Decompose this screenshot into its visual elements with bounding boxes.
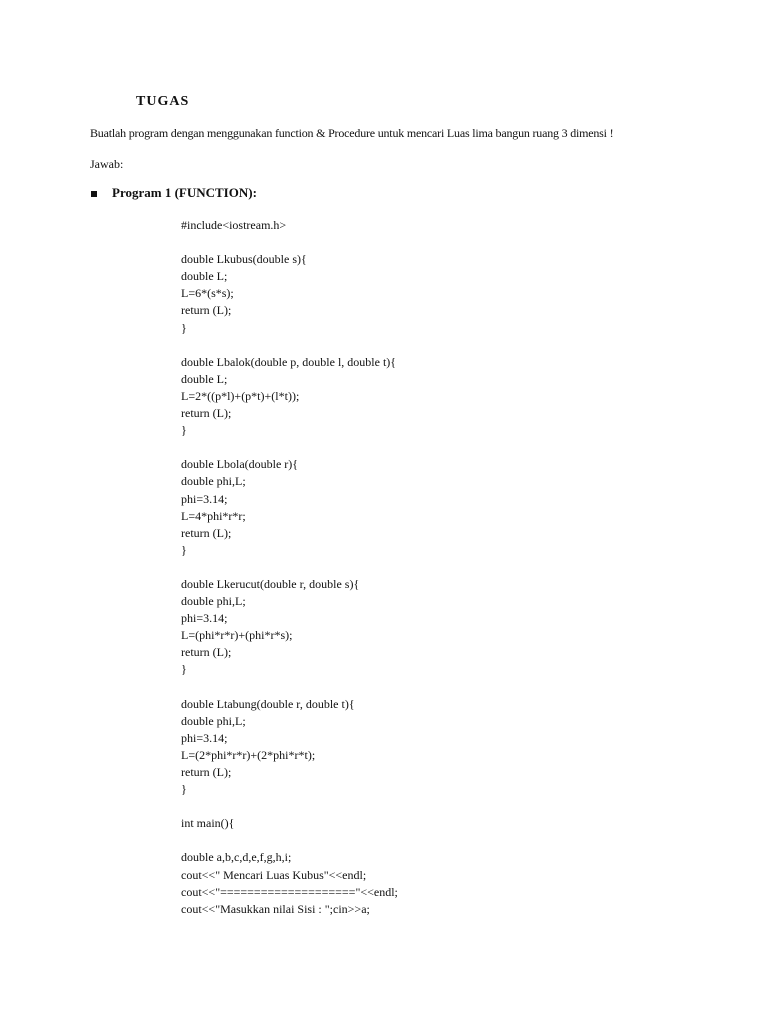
code-line: double Lkerucut(double r, double s){	[181, 576, 360, 591]
answer-label: Jawab:	[90, 157, 124, 171]
code-line	[181, 234, 741, 251]
code-line: double Lbalok(double p, double l, double t){	[181, 354, 397, 369]
code-line	[181, 679, 741, 696]
code-line: cout<<"Masukkan nilai Sisi : ";cin>>a;	[181, 901, 370, 916]
square-bullet-icon	[91, 191, 97, 197]
code-line	[181, 337, 741, 354]
code-line: return (L);	[181, 303, 232, 318]
code-line: double L;	[181, 269, 228, 284]
code-line: double Ltabung(double r, double t){	[181, 696, 355, 711]
code-line	[181, 439, 741, 456]
code-line: double a,b,c,d,e,f,g,h,i;	[181, 850, 292, 865]
code-line: }	[181, 423, 187, 438]
code-line: return (L);	[181, 525, 232, 540]
code-line: #include<iostream.h>	[181, 218, 287, 232]
code-line: L=6*(s*s);	[181, 286, 234, 301]
code-line	[181, 832, 741, 849]
code-line: cout<<" Mencari Luas Kubus"<<endl;	[181, 867, 367, 882]
code-line: phi=3.14;	[181, 730, 228, 745]
code-line: return (L);	[181, 765, 232, 779]
code-line: L=(phi*r*r)+(phi*r*s);	[181, 628, 293, 643]
code-line: }	[181, 320, 187, 335]
code-line	[181, 798, 741, 815]
code-line: double Lkubus(double s){	[181, 252, 307, 267]
code-line: }	[181, 542, 187, 557]
code-line: double phi,L;	[181, 713, 246, 728]
code-line: double phi,L;	[181, 474, 246, 489]
code-line: return (L);	[181, 645, 232, 660]
code-line: L=(2*phi*r*r)+(2*phi*r*t);	[181, 747, 316, 762]
code-block	[181, 217, 741, 918]
code-line: }	[181, 782, 187, 797]
code-line	[181, 559, 741, 576]
code-line: double L;	[181, 371, 228, 386]
code-line: }	[181, 662, 187, 677]
code-line: cout<<"===================="<<endl;	[181, 884, 398, 899]
code-line: int main(){	[181, 816, 235, 831]
instruction-text: Buatlah program dengan menggunakan function & Procedure untuk mencari Luas lima bangun ruang 3 dimensi !	[90, 126, 614, 140]
section-heading: Program 1 (FUNCTION):	[112, 185, 257, 200]
page-title: TUGAS	[136, 94, 190, 109]
code-line: return (L);	[181, 406, 232, 421]
code-line: phi=3.14;	[181, 611, 228, 626]
code-line: L=4*phi*r*r;	[181, 508, 246, 523]
code-line: phi=3.14;	[181, 491, 228, 506]
code-line: L=2*((p*l)+(p*t)+(l*t));	[181, 388, 300, 403]
code-line: double Lbola(double r){	[181, 457, 299, 472]
code-line: double phi,L;	[181, 594, 246, 609]
